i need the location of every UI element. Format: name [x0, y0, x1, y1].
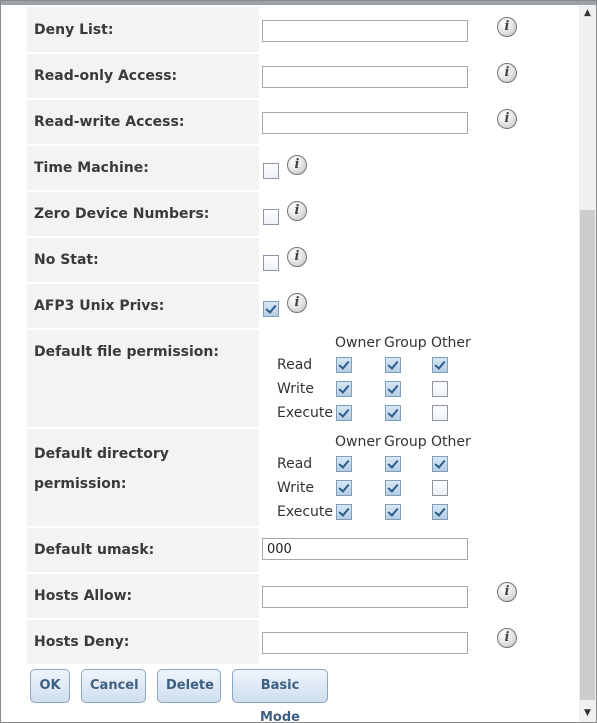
zero-device-row	[27, 192, 259, 236]
info-icon[interactable]: i	[497, 109, 517, 129]
scroll-up-icon[interactable]: ▲	[584, 8, 591, 18]
deny-list-label: Deny List:	[34, 22, 114, 38]
zero-device-checkbox[interactable]	[263, 209, 279, 225]
read-write-label: Read-write Access:	[34, 114, 185, 130]
read-only-row	[27, 54, 259, 98]
zero-device-label: Zero Device Numbers:	[34, 206, 210, 222]
info-icon[interactable]: i	[497, 17, 517, 37]
umask-label: Default umask:	[34, 542, 155, 558]
dir-permission-label-line1: Default directory	[34, 446, 169, 462]
group-header: Group	[384, 434, 427, 450]
deny-list-row	[27, 7, 259, 52]
afp3-row	[27, 284, 259, 328]
no-stat-row	[27, 238, 259, 282]
file-perm-read-group-checkbox[interactable]	[385, 357, 401, 373]
hosts-deny-input[interactable]	[262, 632, 468, 654]
delete-button[interactable]: Delete	[157, 669, 221, 703]
no-stat-checkbox[interactable]	[263, 255, 279, 271]
dir-perm-read-group-checkbox[interactable]	[385, 456, 401, 472]
file-permission-row	[27, 330, 259, 427]
afp3-label: AFP3 Unix Privs:	[34, 298, 165, 314]
basic-mode-button[interactable]: Basic Mode	[232, 669, 328, 703]
hosts-deny-label: Hosts Deny:	[34, 634, 130, 650]
read-label: Read	[277, 456, 313, 472]
info-icon[interactable]: i	[287, 293, 307, 313]
dir-perm-execute-group-checkbox[interactable]	[385, 504, 401, 520]
file-perm-write-other-checkbox[interactable]	[432, 381, 448, 397]
group-header: Group	[384, 335, 427, 351]
info-icon[interactable]: i	[497, 628, 517, 648]
execute-label: Execute	[277, 504, 333, 520]
dir-perm-read-owner-checkbox[interactable]	[336, 456, 352, 472]
no-stat-label: No Stat:	[34, 252, 99, 268]
read-write-input[interactable]	[262, 112, 468, 134]
afp3-checkbox[interactable]	[263, 301, 279, 317]
file-perm-write-group-checkbox[interactable]	[385, 381, 401, 397]
dir-permission-row	[27, 429, 259, 526]
form-scroll-region	[1, 5, 579, 722]
umask-input[interactable]	[262, 538, 468, 560]
info-icon[interactable]: i	[497, 63, 517, 83]
file-perm-execute-owner-checkbox[interactable]	[336, 405, 352, 421]
file-permission-label: Default file permission:	[34, 344, 219, 360]
vertical-scrollbar[interactable]	[579, 5, 596, 722]
ok-button[interactable]: OK	[30, 669, 70, 703]
cancel-button[interactable]: Cancel	[81, 669, 146, 703]
scroll-thumb[interactable]	[580, 210, 595, 700]
other-header: Other	[431, 434, 471, 450]
owner-header: Owner	[335, 335, 381, 351]
dir-perm-write-group-checkbox[interactable]	[385, 480, 401, 496]
read-write-row	[27, 100, 259, 144]
dir-permission-label-line2: permission:	[34, 476, 127, 492]
read-only-input[interactable]	[262, 66, 468, 88]
file-perm-execute-other-checkbox[interactable]	[432, 405, 448, 421]
time-machine-checkbox[interactable]	[263, 163, 279, 179]
other-header: Other	[431, 335, 471, 351]
deny-list-input[interactable]	[262, 20, 468, 42]
info-icon[interactable]: i	[287, 201, 307, 221]
umask-row	[27, 528, 259, 572]
hosts-allow-label: Hosts Allow:	[34, 588, 133, 604]
info-icon[interactable]: i	[287, 247, 307, 267]
time-machine-label: Time Machine:	[34, 160, 149, 176]
info-icon[interactable]: i	[497, 582, 517, 602]
read-label: Read	[277, 357, 313, 373]
write-label: Write	[277, 480, 314, 496]
file-perm-read-other-checkbox[interactable]	[432, 357, 448, 373]
hosts-allow-input[interactable]	[262, 586, 468, 608]
write-label: Write	[277, 381, 314, 397]
hosts-allow-row	[27, 574, 259, 618]
dir-perm-execute-owner-checkbox[interactable]	[336, 504, 352, 520]
hosts-deny-row	[27, 620, 259, 664]
dir-perm-execute-other-checkbox[interactable]	[432, 504, 448, 520]
execute-label: Execute	[277, 405, 333, 421]
read-only-label: Read-only Access:	[34, 68, 178, 84]
file-perm-read-owner-checkbox[interactable]	[336, 357, 352, 373]
dir-perm-write-owner-checkbox[interactable]	[336, 480, 352, 496]
owner-header: Owner	[335, 434, 381, 450]
time-machine-row	[27, 146, 259, 190]
dir-perm-write-other-checkbox[interactable]	[432, 480, 448, 496]
file-perm-execute-group-checkbox[interactable]	[385, 405, 401, 421]
dir-perm-read-other-checkbox[interactable]	[432, 456, 448, 472]
file-perm-write-owner-checkbox[interactable]	[336, 381, 352, 397]
info-icon[interactable]: i	[287, 155, 307, 175]
scroll-down-icon[interactable]: ▼	[584, 708, 591, 718]
